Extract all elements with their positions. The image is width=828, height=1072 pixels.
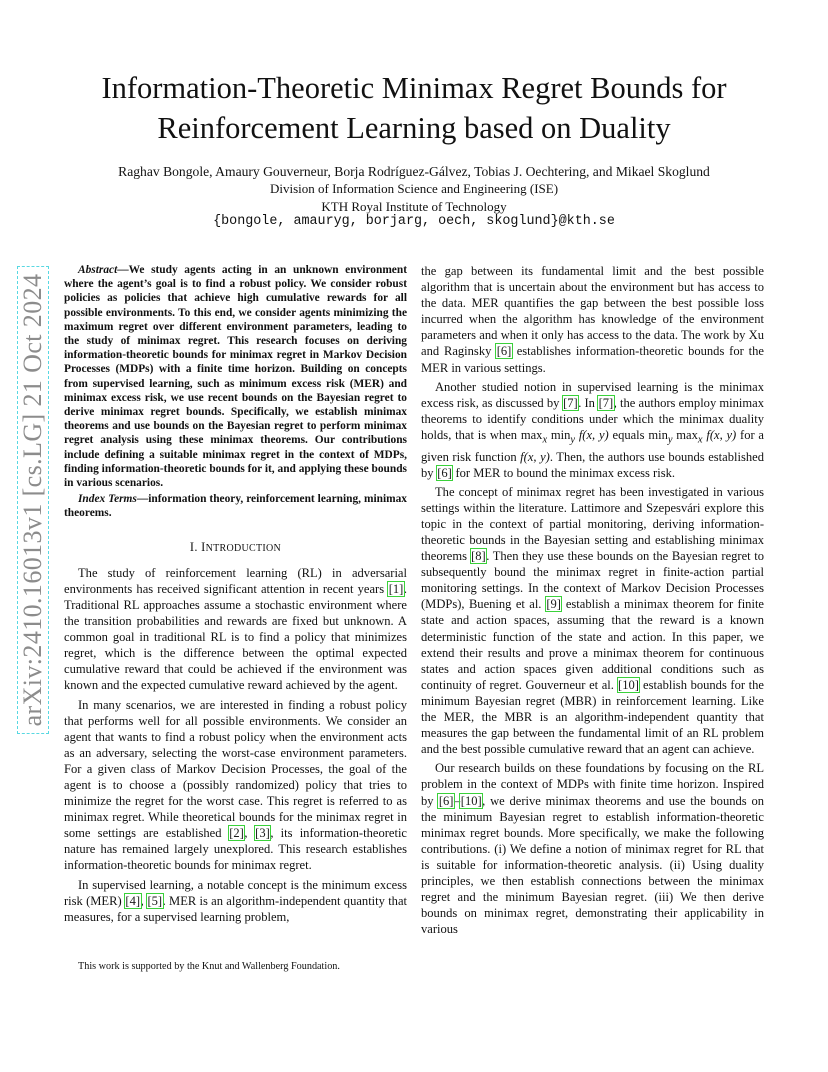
footnote: This work is supported by the Knut and Wallenberg Foundation.: [78, 961, 340, 972]
citation-link[interactable]: [6]: [437, 465, 452, 480]
text-run: Another studied notion in supervised learning is the minimax excess risk, as discussed by: [421, 379, 764, 410]
citation-link[interactable]: [10]: [618, 677, 639, 692]
index-terms-label: Index Terms: [78, 493, 137, 506]
math-func: f(x, y): [702, 427, 737, 442]
arxiv-identifier: arXiv:2410.16013v1 [cs.LG] 21 Oct 2024: [18, 273, 47, 727]
abstract: [64, 263, 407, 490]
index-terms-text: —information theory, reinforcement learning, minimax theorems.: [64, 493, 407, 520]
citation-link[interactable]: [7]: [563, 395, 578, 410]
text-run: , its information-theoretic nature has remained largely unexplored. This research establishes information-theoretic bounds for minimax regret.: [64, 826, 408, 873]
paper-title: [40, 68, 788, 148]
author-list: Raghav Bongole, Amaury Gouverneur, Borja Rodríguez-Gálvez, Tobias J. Oechtering, and Mikael Skoglund: [118, 164, 710, 179]
math-expression: [648, 427, 737, 446]
text-run: ,: [140, 893, 147, 908]
math-op: max: [672, 427, 698, 442]
affiliation-institute: KTH Royal Institute of Technology: [321, 199, 507, 214]
citation-link[interactable]: [6]: [438, 793, 454, 808]
section-initial: I: [201, 539, 206, 554]
abstract-text: —We study agents acting in an unknown environment where the agent’s goal is to find a robust policy. We consider robust policies as policies that achieve high cumulative rewards for all possible environments. To this end, we consider agents minimizing the maximum regret over different environment parameters, leading to the study of minimax regret. This research focuses on deriving information-theoretic bounds for minimax regret in Markov Decision Processes (MDPs) with a finite time horizon. Building on concepts from supervised learning, such as minimum excess risk (MER) and minimax excess risk, we use recent bounds on the Bayesian regret to derive minimax regret bounds. Specifically, we establish minimax theorems and use bounds on the Bayesian regret to perform minimax regret analysis using these minimax theorems. Our contributions include defining a suitable minimax regret in the context of MDPs, finding information-theoretic bounds for it, and applying these bounds in various scenarios.: [64, 264, 407, 490]
text-run: for a given risk function: [421, 427, 765, 464]
intro-paragraph-6: [421, 484, 764, 758]
title-line-2: Reinforcement Learning based on Duality: [157, 111, 671, 145]
text-run: establishes information-theoretic bounds for the MER in various settings.: [421, 344, 764, 375]
index-terms: [64, 492, 407, 520]
text-run: , the authors employ minimax theorems to identify conditions under which the minimax duality holds, that is when: [421, 395, 764, 442]
intro-paragraph-5: [421, 379, 764, 481]
section-rest: NTRODUCTION: [205, 542, 282, 554]
text-run: In supervised learning, a notable concept is the minimum excess risk (MER): [64, 877, 407, 908]
intro-paragraph-7: [421, 760, 764, 937]
text-run: equals: [608, 427, 649, 442]
text-run: establish bounds for the minimum Bayesian regret (MBR) in reinforcement learning. Like the MER, the MBR is an algorithm-independent quantity that measures the gap between the fundamental limit of an RL problem and the best possible cumulative reward that an agent can achieve.: [421, 677, 764, 757]
affiliation-division: Division of Information Science and Engineering (ISE): [269, 181, 559, 196]
text-run: , we derive minimax theorems and use the bounds on the minimum Bayesian regret to establish information-theoretic minimax regret bounds. More specifically, we make the following contributions. (i) We define a notion of minimax regret for RL that is suitable for information-theoretic analysis. (ii) Using duality principles, we then establish connections between the minimax regret and the minimum Bayesian regret. (iii) We then derive bounds on minimax regret, demonstrating their applicability in various: [421, 793, 764, 937]
math-sub: x: [697, 434, 703, 446]
text-run: . Then, the authors use bounds established by: [421, 449, 764, 480]
citation-link[interactable]: [10]: [460, 793, 482, 808]
citation-link[interactable]: [6]: [496, 344, 512, 359]
text-run: –: [453, 793, 461, 808]
math-op: max: [520, 427, 543, 442]
text-run: ,: [244, 826, 255, 841]
math-func: f(x, y): [520, 449, 550, 464]
arxiv-stamp[interactable]: [17, 266, 49, 734]
citation-link[interactable]: [8]: [471, 549, 486, 564]
section-numeral: I.: [189, 539, 202, 554]
math-sub: x: [542, 434, 548, 446]
intro-paragraph-2: [64, 697, 407, 874]
text-run: The study of reinforcement learning (RL) in adversarial environments has received significant attention in recent years: [64, 565, 407, 596]
author-emails: {bongole, amauryg, borjarg, oech, skoglund}@kth.se: [213, 214, 615, 229]
text-run: for MER to bound the minimax excess risk.: [452, 465, 676, 480]
abstract-label: Abstract: [78, 264, 118, 276]
left-column: [64, 263, 407, 925]
intro-paragraph-4: [421, 263, 764, 376]
intro-paragraph-1: [64, 565, 407, 694]
math-sub: y: [570, 434, 576, 446]
citation-link[interactable]: [3]: [255, 826, 270, 841]
math-func: f(x, y): [575, 427, 609, 442]
section-heading-introduction: [64, 539, 407, 557]
citation-link[interactable]: [2]: [229, 826, 244, 841]
text-run: . MER is an algorithm-independent quantity that measures, for a supervised learning problem,: [64, 893, 408, 924]
math-expression: [520, 427, 609, 446]
citation-link[interactable]: [5]: [147, 893, 163, 908]
text-run: establish a minimax theorem for finite state and action spaces, assuming that the reward is a known deterministic function of the state and action. In this paper, we extend their results and prove a minimax theorem for continuous states and action spaces given additional conditions such as continuity of regret. Gouverneur et al.: [421, 597, 764, 692]
text-run: The concept of minimax regret has been investigated in various settings within the literature. Lattimore and Szepesvári explore this topic in the context of partial monitoring, deriving information-theoretic bounds in the Bayesian setting and establishing minimax theorems: [421, 484, 764, 564]
citation-link[interactable]: [1]: [388, 581, 404, 596]
text-run: . In: [578, 395, 599, 410]
math-op: min: [547, 427, 571, 442]
title-line-1: Information-Theoretic Minimax Regret Bounds for: [101, 71, 727, 105]
text-run: the gap between its fundamental limit and the best possible algorithm that is uncertain about the environment but has access to the data. MER quantifies the gap between the best possible loss incurred when the algorithm has knowledge of the environment parameters and when it only has access to the data. The work by Xu and Raginsky: [421, 264, 764, 359]
citation-link[interactable]: [7]: [598, 395, 614, 410]
math-sub: y: [667, 434, 673, 446]
text-run: In many scenarios, we are interested in finding a robust policy that performs well for all possible environments. We consider an agent that wants to find a robust policy when the environment acts as an adversary, selecting the worst-case environment parameters. For a given class of Markov Decision Processes, the goal of the agent is to choose a (possibly randomized) policy that tries to minimize the regret for the worst case. This regret is referred to as minimax regret. While theoretical bounds for the minimax regret in some settings are established: [64, 697, 407, 841]
citation-link[interactable]: [4]: [125, 893, 141, 908]
right-column: [421, 263, 764, 937]
intro-paragraph-3: [64, 877, 407, 925]
text-run: . Traditional RL approaches assume a stochastic environment where the transition probabilities and rewards are fixed but unknown. A common goal in traditional RL is to find a policy that minimizes regret, which is the difference between the optimal expected cumulative reward that could be achieved if the environment was known and the expected cumulative reward achieved by the agent.: [64, 581, 407, 693]
math-op: min: [648, 427, 668, 442]
text-run: Our research builds on these foundations by focusing on the RL problem in the context of MDPs with finite time horizon. Inspired by: [421, 761, 764, 808]
citation-link[interactable]: [9]: [546, 597, 561, 612]
text-run: . Then they use these bounds on the Bayesian regret to subsequently bound the minimax regret in finite-action partial monitoring settings. In the context of Markov Decision Processes (MDPs), Buening et al.: [421, 549, 764, 612]
